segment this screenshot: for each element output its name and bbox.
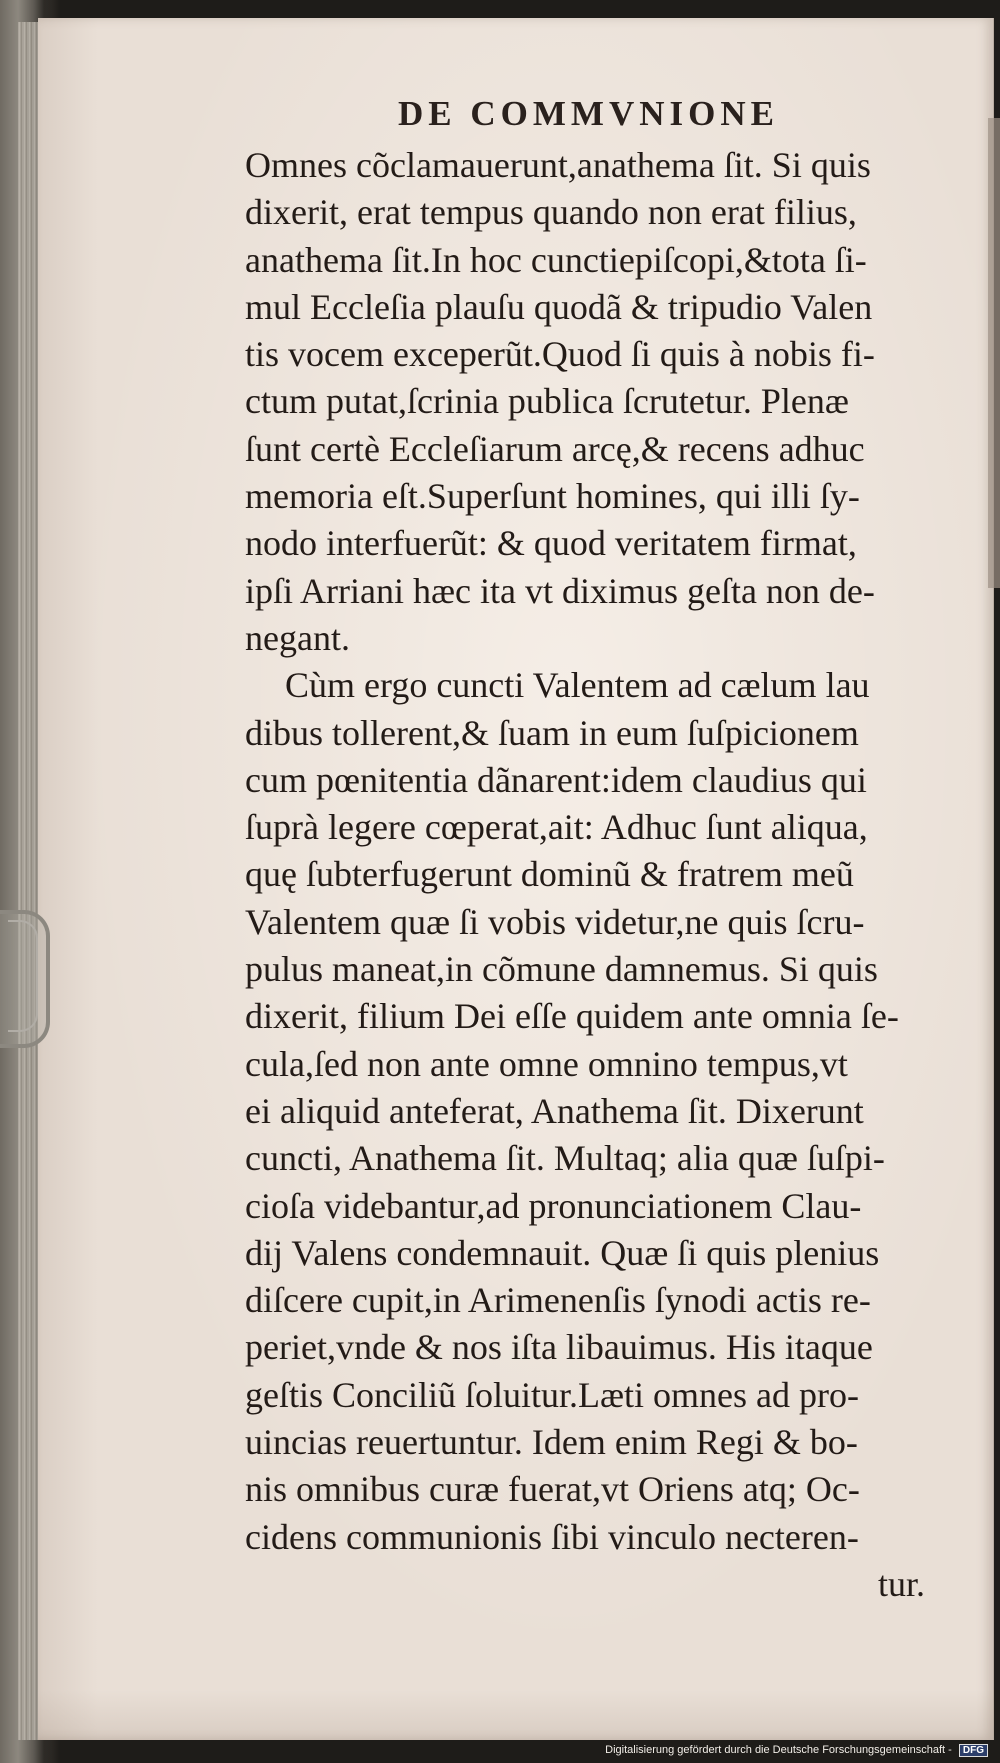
text-line: cum pœnitentia dãnarent:idem claudius qui — [245, 759, 867, 800]
credit-text: Digitalisierung gefördert durch die Deutsche Forschungsgemeinschaft - — [605, 1744, 952, 1756]
text-line: mul Eccleſia plauſu quodã & tripudio Valen — [245, 286, 873, 327]
text-line-paragraph-start: Cùm ergo cuncti Valentem ad cælum lau — [285, 665, 870, 706]
text-line: ſuprà legere cœperat,ait: Adhuc ſunt aliqua, — [245, 807, 868, 848]
adjacent-page-strip — [988, 118, 1000, 588]
text-line: cidens communionis ſibi vinculo necteren- — [245, 1516, 859, 1557]
text-line: memoria eſt.Superſunt homines, qui illi ſy- — [245, 476, 860, 517]
text-line: pulus maneat,in cõmune damnemus. Si quis — [245, 949, 878, 990]
text-line: ſunt certè Eccleſiarum arcę,& recens adhuc — [245, 428, 865, 469]
text-line: ipſi Arriani hæc ita vt diximus geſta non de- — [245, 570, 875, 611]
text-line: Valentem quæ ſi vobis videtur,ne quis ſcru- — [245, 901, 865, 942]
text-line: dixerit, filium Dei eſſe quidem ante omnia ſe- — [245, 996, 899, 1037]
page-clip-inner — [8, 920, 38, 1032]
text-line: tis vocem exceperũt.Quod ſi quis à nobis fi- — [245, 334, 875, 375]
text-line: cuncti, Anathema ſit. Multaq; alia quæ ſuſpi- — [245, 1138, 885, 1179]
digitization-credit — [605, 1744, 988, 1757]
text-line: Omnes cõclamauerunt,anathema ſit. Si quis — [245, 145, 871, 185]
page-stack-edge — [18, 22, 38, 1740]
text-line: cula,ſed non ante omne omnino tempus,vt — [245, 1043, 848, 1084]
text-line: ei aliquid anteferat, Anathema ſit. Dixerunt — [245, 1090, 864, 1131]
running-head: DE COMMVNIONE — [398, 94, 779, 133]
text-line-catchword: tur. — [877, 1563, 925, 1604]
text-line: cioſa videbantur,ad pronunciationem Clau- — [245, 1185, 862, 1226]
text-line: ctum putat,ſcrinia publica ſcrutetur. Plenæ — [245, 381, 849, 422]
dfg-logo: DFG — [959, 1744, 988, 1757]
text-line: anathema ſit.In hoc cunctiepiſcopi,&tota ſi- — [245, 239, 867, 280]
text-line: dixerit, erat tempus quando non erat filius, — [245, 192, 857, 233]
text-line: diſcere cupit,in Arimenenſis ſynodi actis re- — [245, 1280, 871, 1321]
text-line: periet,vnde & nos iſta libauimus. His itaque — [245, 1327, 873, 1368]
text-line: geſtis Conciliũ ſoluitur.Læti omnes ad pro- — [245, 1374, 859, 1415]
text-line: quę ſubterfugerunt dominũ & fratrem meũ — [245, 854, 854, 895]
body-text — [245, 142, 935, 1608]
text-line: dibus tollerent,& ſuam in eum ſuſpicionem — [245, 712, 859, 753]
text-line: nodo interfuerũt: & quod veritatem firmat, — [245, 523, 857, 564]
text-line: nis omnibus curæ fuerat,vt Oriens atq; Oc- — [245, 1469, 860, 1510]
text-line: uincias reuertuntur. Idem enim Regi & bo- — [245, 1422, 858, 1463]
text-line: dij Valens condemnauit. Quæ ſi quis plenius — [245, 1232, 880, 1273]
text-line: negant. — [245, 617, 350, 658]
